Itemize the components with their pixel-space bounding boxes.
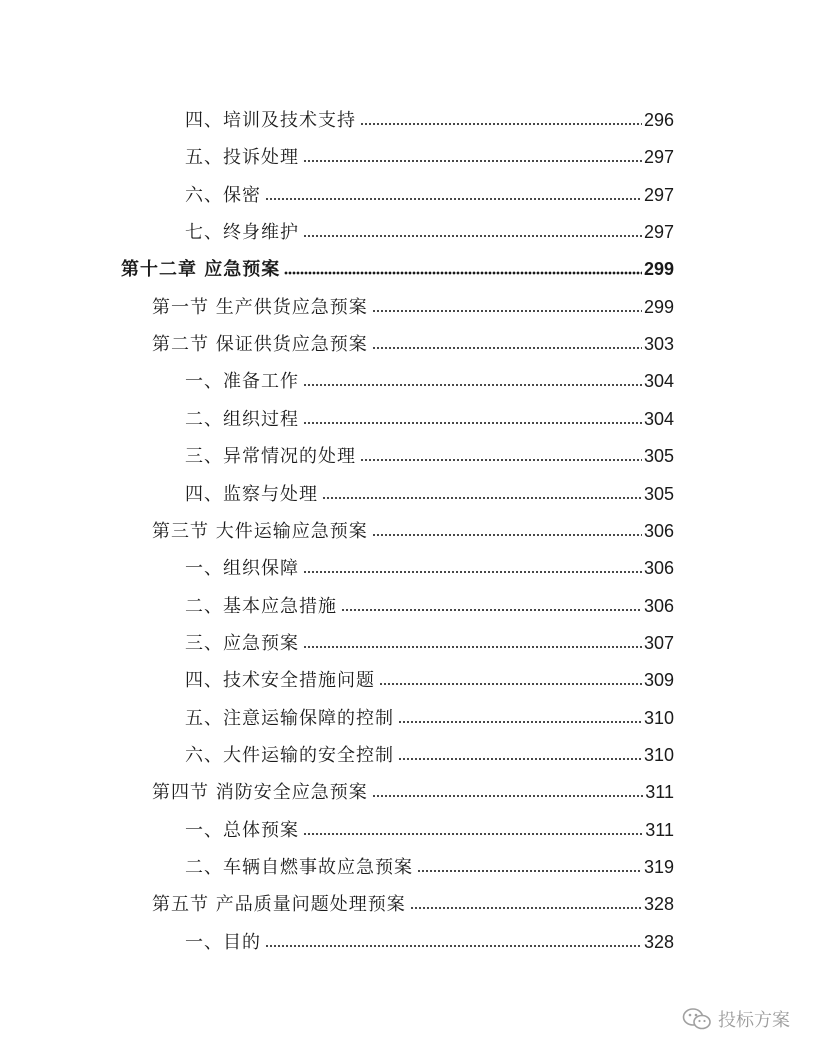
- toc-entry-title: 第三节 大件运输应急预案: [152, 520, 368, 542]
- toc-entry-title: 第五节 产品质量问题处理预案: [152, 894, 406, 916]
- toc-page-number: 306: [643, 595, 674, 616]
- toc-section-entry[interactable]: [152, 517, 674, 545]
- toc-page-number: 305: [643, 446, 674, 467]
- toc-dot-leader: [303, 832, 643, 836]
- toc-entry-title: 一、目的: [185, 931, 261, 953]
- toc-subsection-entry[interactable]: [185, 181, 674, 209]
- toc-section-entry[interactable]: [152, 890, 674, 918]
- toc-subsection-entry[interactable]: [185, 704, 674, 732]
- toc-subsection-entry[interactable]: [185, 405, 674, 433]
- toc-page-number: 310: [643, 744, 674, 765]
- toc-dot-leader: [265, 944, 642, 948]
- toc-entry-title: 第十二章 应急预案: [121, 259, 281, 281]
- toc-chapter-entry[interactable]: [121, 255, 674, 283]
- toc-subsection-entry[interactable]: [185, 442, 674, 470]
- toc-page-number: 303: [643, 334, 674, 355]
- toc-page-number: 299: [643, 296, 674, 317]
- toc-entry-title: 三、异常情况的处理: [185, 446, 356, 468]
- toc-page-number: 307: [643, 632, 674, 653]
- toc-page-number: 319: [643, 857, 674, 877]
- toc-page-number: 311: [645, 819, 674, 840]
- toc-dot-leader: [372, 309, 642, 313]
- toc-dot-leader: [372, 794, 644, 798]
- toc-entry-title: 四、监察与处理: [185, 483, 318, 505]
- toc-dot-leader: [360, 458, 642, 462]
- toc-dot-leader: [379, 682, 642, 686]
- toc-entry-title: 一、准备工作: [185, 371, 299, 393]
- toc-subsection-entry[interactable]: [185, 592, 674, 620]
- toc-page-number: 305: [643, 483, 674, 504]
- wechat-icon: [682, 1007, 712, 1031]
- toc-dot-leader: [303, 159, 642, 163]
- toc-entry-title: 四、技术安全措施问题: [185, 670, 375, 692]
- toc-dot-leader: [417, 869, 642, 873]
- toc-entry-title: 第一节 生产供货应急预案: [152, 296, 368, 318]
- toc-entry-title: 三、应急预案: [185, 632, 299, 654]
- toc-entry-title: 二、基本应急措施: [185, 595, 337, 617]
- toc-entry-title: 五、注意运输保障的控制: [185, 707, 394, 729]
- toc-subsection-entry[interactable]: [185, 629, 674, 657]
- toc-page-number: 304: [643, 371, 674, 392]
- toc-page-number: 297: [643, 184, 674, 205]
- watermark: [682, 1006, 790, 1032]
- toc-subsection-entry[interactable]: [185, 480, 674, 508]
- toc-entry-title: 二、组织过程: [185, 408, 299, 430]
- toc-section-entry[interactable]: [152, 330, 674, 358]
- toc-entry-title: 一、总体预案: [185, 819, 299, 841]
- toc-entry-title: 第二节 保证供货应急预案: [152, 334, 368, 356]
- toc-dot-leader: [372, 346, 642, 350]
- toc-entry-title: 六、大件运输的安全控制: [185, 744, 394, 766]
- toc-subsection-entry[interactable]: [185, 367, 674, 395]
- toc-page-number: 306: [643, 558, 674, 579]
- toc-dot-leader: [265, 197, 642, 201]
- toc-page-number: 297: [643, 222, 674, 243]
- toc-dot-leader: [303, 570, 642, 574]
- watermark-text: 投标方案: [718, 1010, 790, 1031]
- toc-subsection-entry[interactable]: [185, 853, 674, 881]
- toc-entry-title: 二、车辆自燃事故应急预案: [185, 857, 413, 878]
- toc-page-number: 310: [643, 707, 674, 728]
- toc-page-number: 304: [643, 408, 674, 429]
- toc-entry-title: 五、投诉处理: [185, 147, 299, 169]
- toc-dot-leader: [303, 421, 642, 425]
- toc-dot-leader: [303, 645, 642, 649]
- toc-subsection-entry[interactable]: [185, 106, 674, 134]
- toc-dot-leader: [410, 906, 642, 910]
- toc-dot-leader: [303, 234, 642, 238]
- toc-dot-leader: [360, 122, 642, 126]
- toc-section-entry[interactable]: [152, 293, 674, 321]
- toc-subsection-entry[interactable]: [185, 554, 674, 582]
- toc-page-number: 309: [643, 670, 674, 691]
- toc-page-number: 328: [643, 894, 674, 915]
- toc-dot-leader: [398, 757, 642, 761]
- toc-page-number: 328: [643, 931, 674, 952]
- toc-entry-title: 七、终身维护: [185, 222, 299, 244]
- toc-subsection-entry[interactable]: [185, 143, 674, 171]
- toc-subsection-entry[interactable]: [185, 816, 674, 844]
- toc-dot-leader: [284, 271, 642, 275]
- toc-subsection-entry[interactable]: [185, 741, 674, 769]
- toc-page-number: 311: [645, 782, 674, 803]
- toc-page-number: 297: [643, 147, 674, 168]
- toc-entry-title: 四、培训及技术支持: [185, 110, 356, 131]
- toc-page-number: 296: [643, 110, 674, 130]
- toc-entry-title: 一、组织保障: [185, 558, 299, 580]
- toc-entry-title: 第四节 消防安全应急预案: [152, 782, 368, 804]
- toc-dot-leader: [303, 383, 642, 387]
- toc-subsection-entry[interactable]: [185, 218, 674, 246]
- toc-section-entry[interactable]: [152, 778, 674, 806]
- toc-page-number: 299: [643, 259, 674, 280]
- toc-subsection-entry[interactable]: [185, 928, 674, 956]
- toc-dot-leader: [341, 608, 642, 612]
- toc-page-number: 306: [643, 520, 674, 541]
- toc-entry-title: 六、保密: [185, 184, 261, 206]
- toc-dot-leader: [372, 533, 642, 537]
- toc-dot-leader: [398, 720, 642, 724]
- toc-dot-leader: [322, 496, 642, 500]
- toc-subsection-entry[interactable]: [185, 666, 674, 694]
